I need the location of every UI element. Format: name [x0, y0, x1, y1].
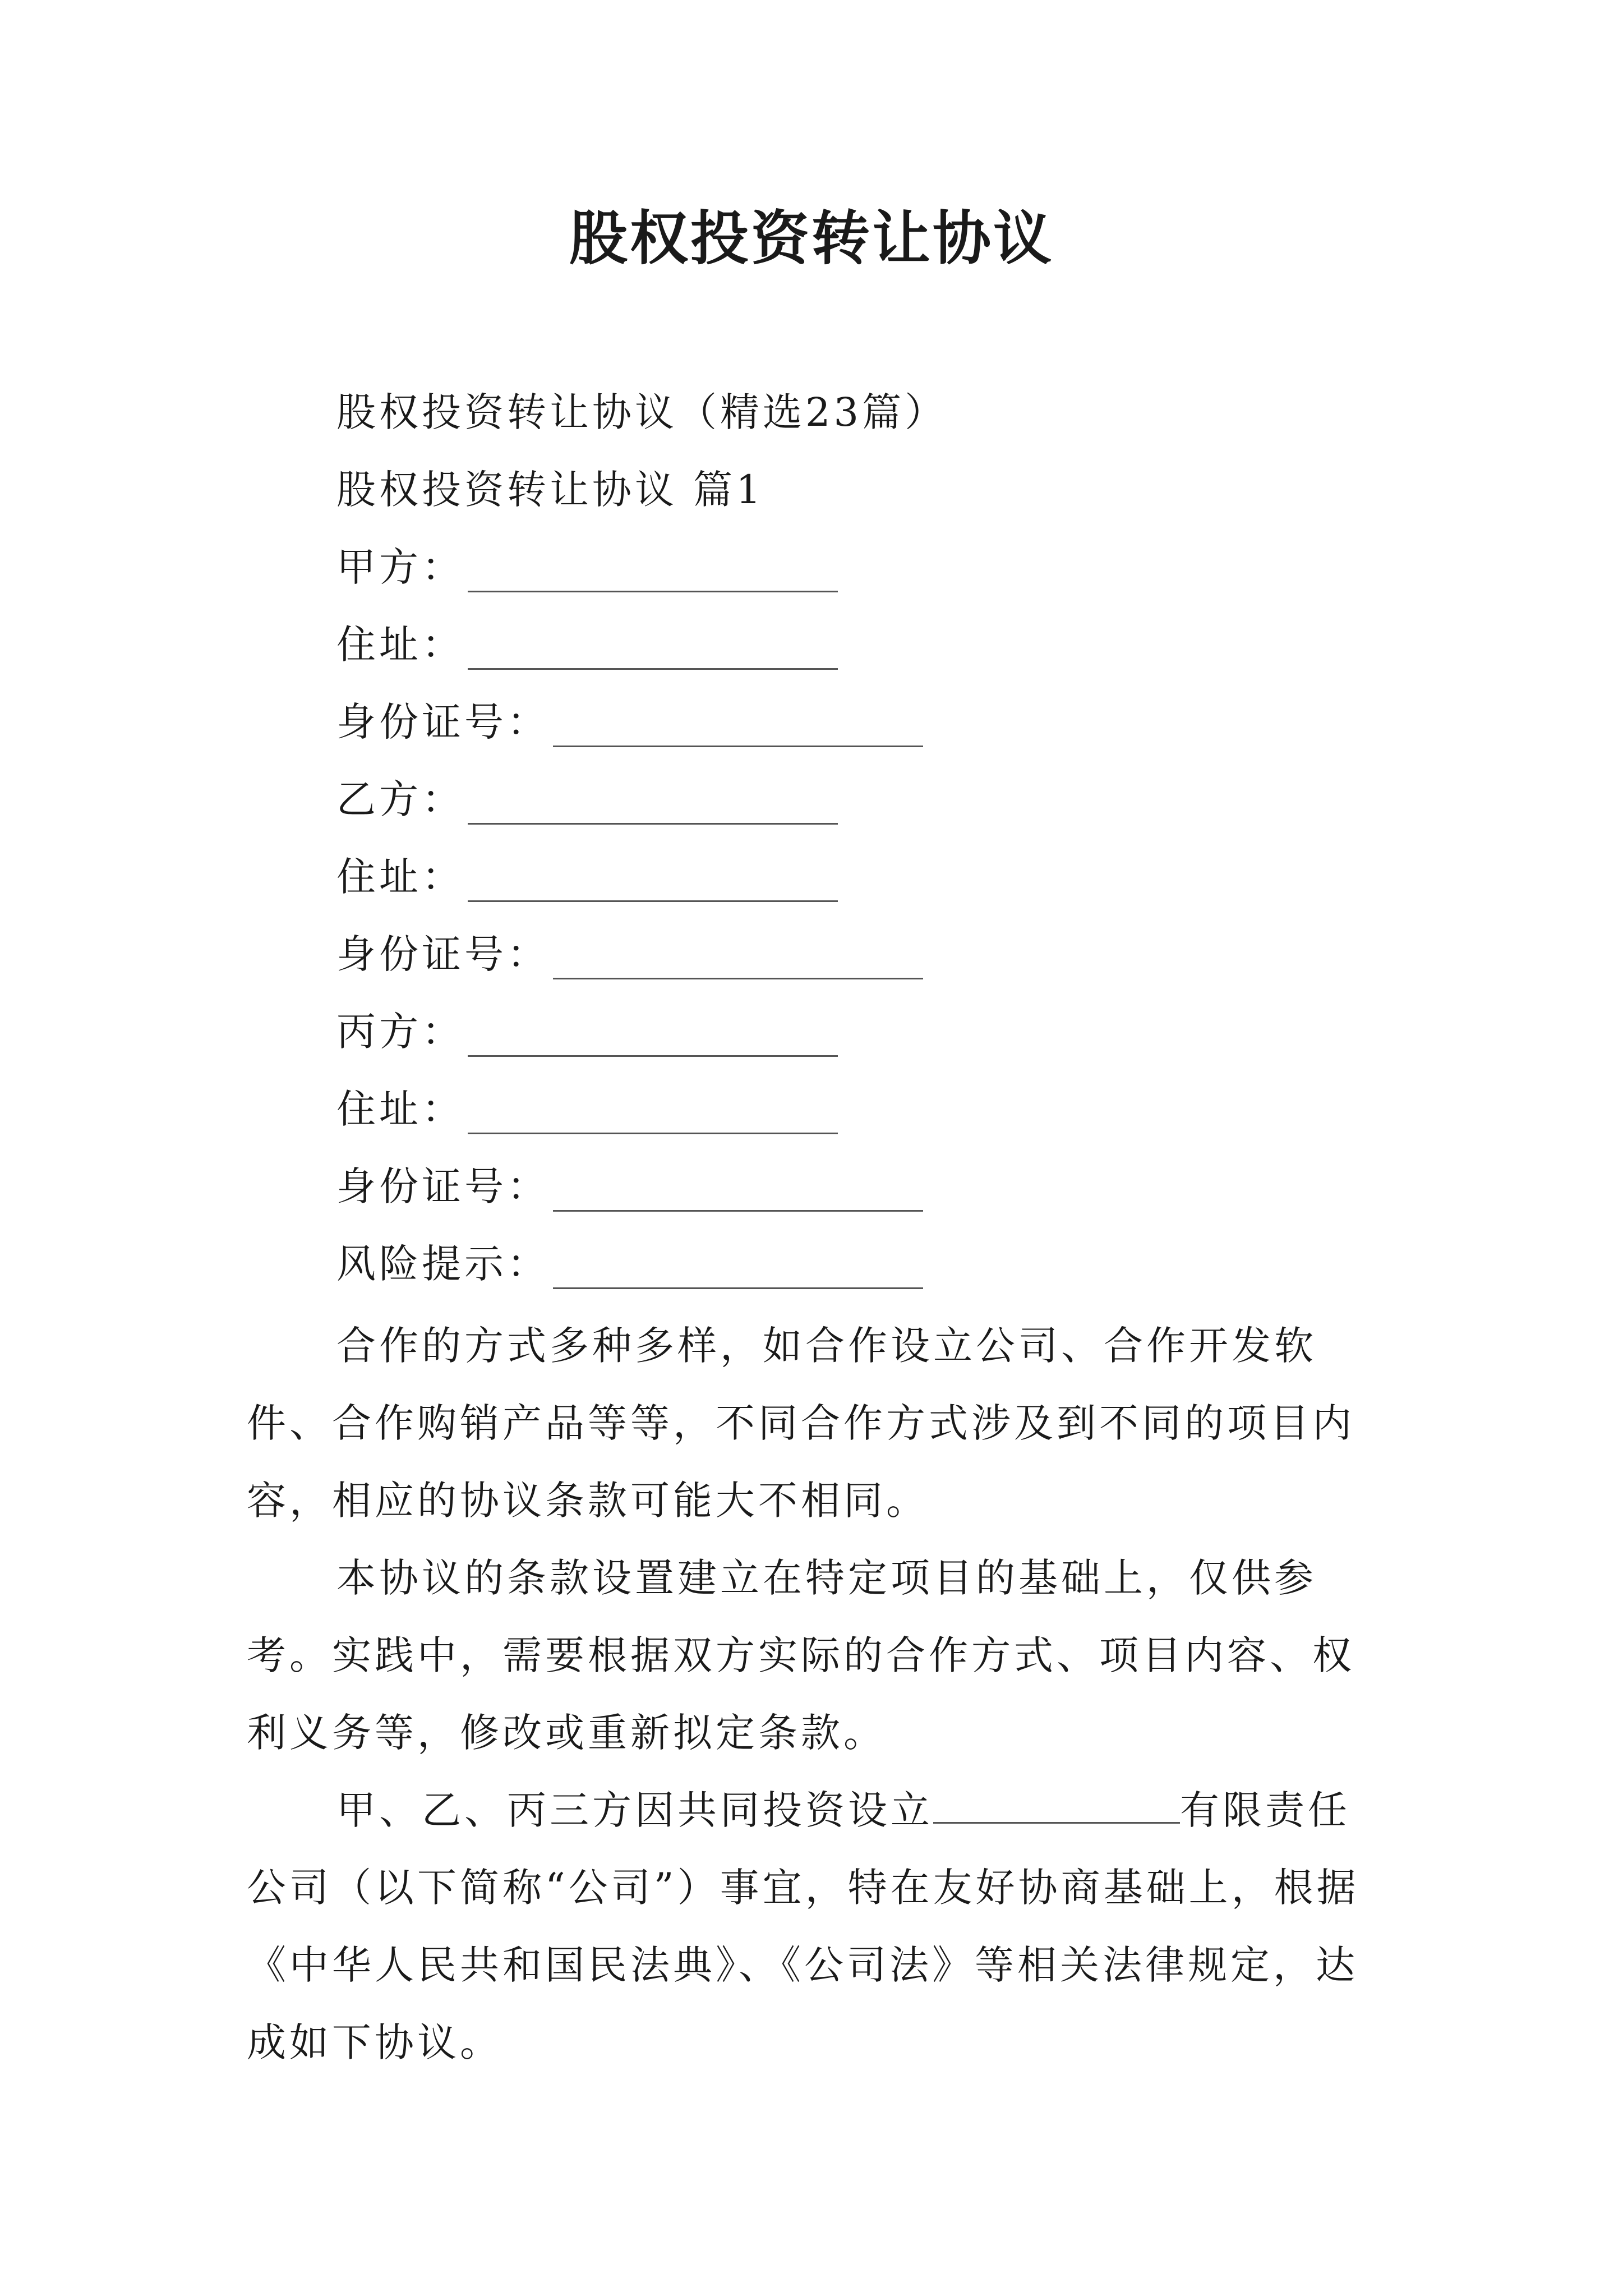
field-party-c — [336, 1006, 838, 1057]
field-label: 身份证号： — [336, 931, 550, 977]
field-id-a — [336, 697, 923, 747]
document-subtitle: 股权投资转让协议（精选23篇） — [336, 389, 948, 435]
field-address-c — [336, 1084, 838, 1134]
field-blank[interactable] — [553, 1243, 923, 1289]
field-blank[interactable] — [468, 623, 838, 670]
field-blank[interactable] — [468, 855, 838, 902]
field-party-b — [336, 774, 838, 825]
field-label: 甲方： — [336, 544, 464, 590]
field-id-b — [336, 929, 923, 979]
field-address-b — [336, 852, 838, 902]
field-blank[interactable] — [468, 1010, 838, 1057]
field-label: 身份证号： — [336, 699, 550, 745]
field-party-a — [336, 542, 838, 592]
field-blank[interactable] — [468, 778, 838, 825]
paragraph-3 — [247, 1772, 1391, 2081]
field-label: 身份证号： — [336, 1163, 550, 1209]
document-title: 股权投资转让协议 — [569, 204, 1054, 273]
paragraph-2: 本协议的条款设置建立在特定项目的基础上，仅供参考。实践中，需要根据双方实际的合作方式、项目内容、权利义务等，修改或重新拟定条款。 — [247, 1555, 1355, 1756]
field-blank[interactable] — [553, 1165, 923, 1212]
field-label: 住址： — [336, 622, 464, 668]
section-heading: 股权投资转让协议 篇1 — [336, 467, 764, 513]
field-label: 住址： — [336, 1086, 464, 1132]
field-label: 乙方： — [336, 776, 464, 822]
paragraph-3-start: 甲、乙、丙三方因共同投资设立 — [336, 1787, 933, 1833]
field-blank[interactable] — [468, 1088, 838, 1134]
company-name-blank[interactable] — [933, 1783, 1180, 1824]
field-label: 丙方： — [336, 1009, 464, 1055]
field-blank[interactable] — [468, 546, 838, 592]
paragraph-1: 合作的方式多种多样，如合作设立公司、合作开发软件、合作购销产品等等，不同合作方式涉及到不同的项目内容，相应的协议条款可能大不相同。 — [247, 1323, 1355, 1524]
field-risk-notice — [336, 1239, 923, 1289]
paragraph-3-end: 有限责任公司（以下简称“公司”）事宜，特在友好协商基础上，根据《中华人民共和国民法典》、《公司法》等相关法律规定，达成如下协议。 — [247, 1787, 1359, 2065]
field-label: 住址： — [336, 854, 464, 900]
field-address-a — [336, 619, 838, 670]
field-blank[interactable] — [553, 701, 923, 747]
field-id-c — [336, 1161, 923, 1212]
field-label: 风险提示： — [336, 1241, 550, 1287]
field-blank[interactable] — [553, 933, 923, 979]
